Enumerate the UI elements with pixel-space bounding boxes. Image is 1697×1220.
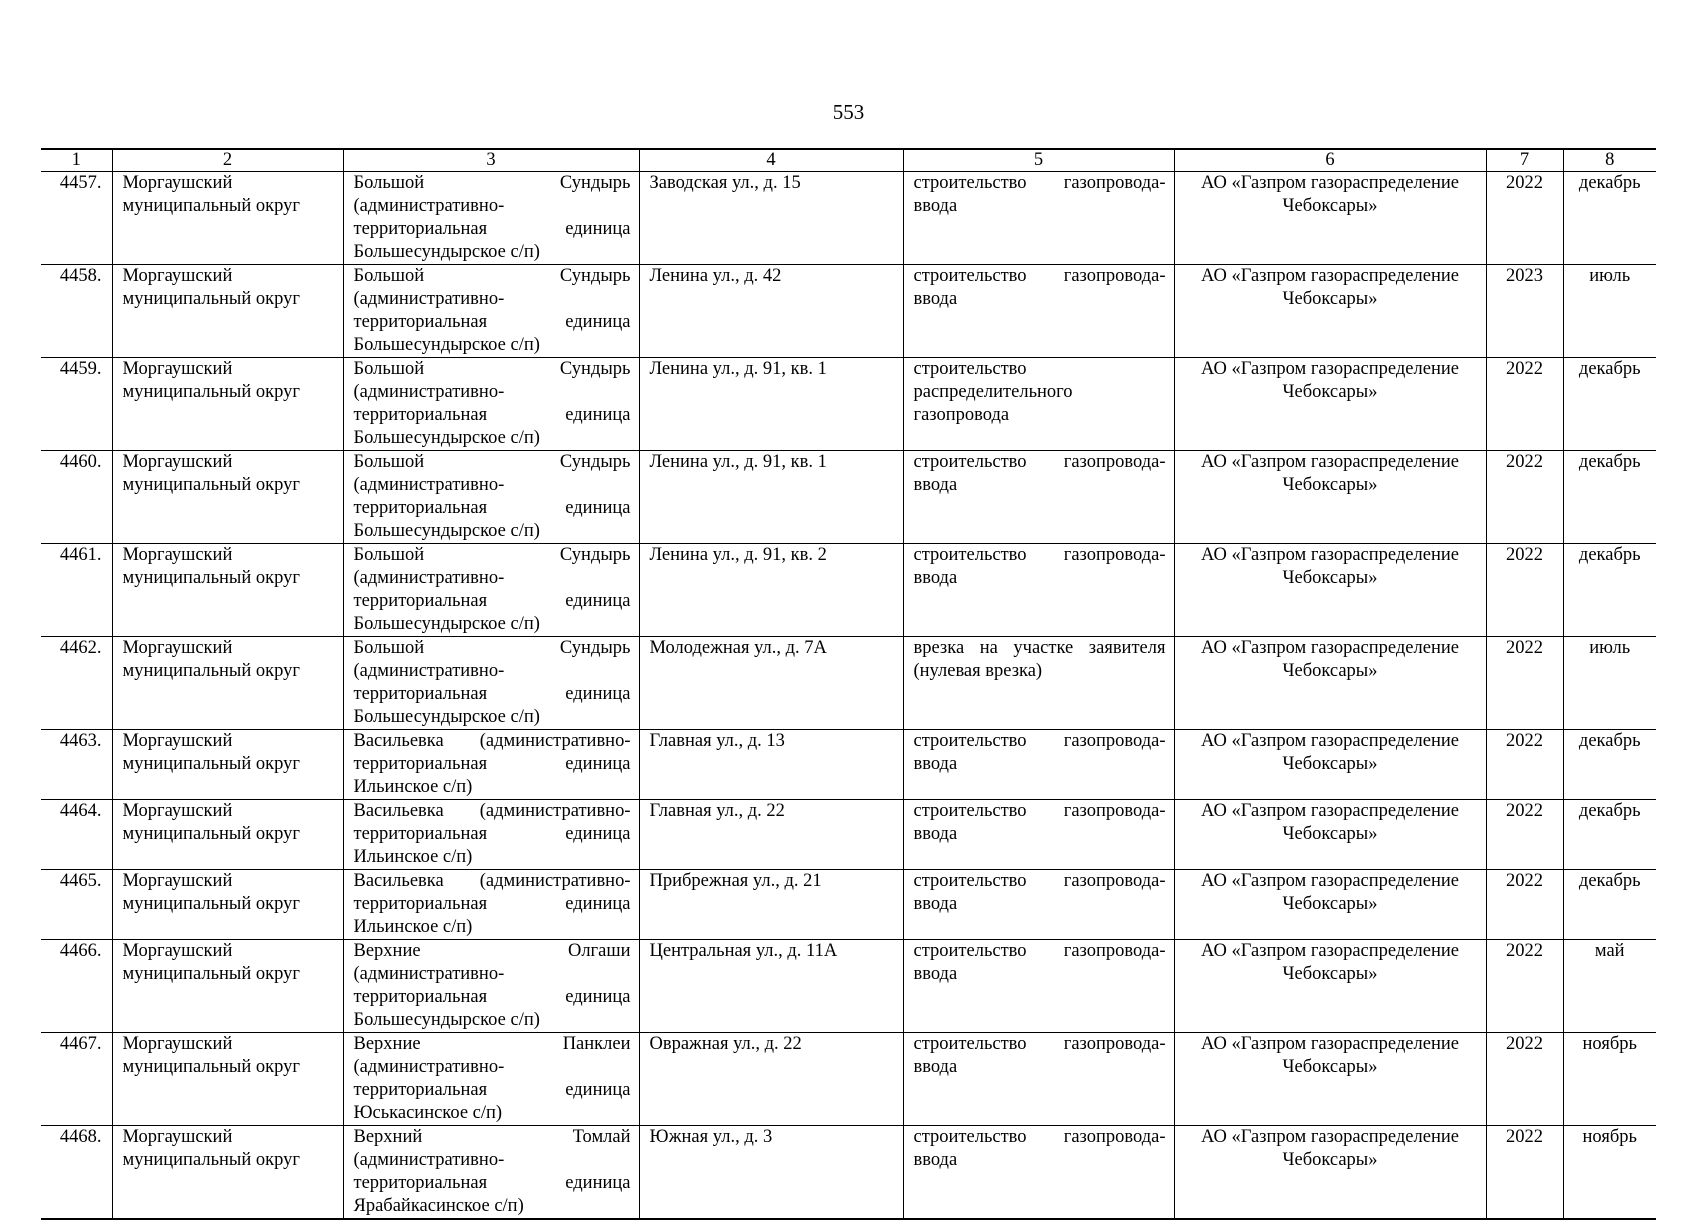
table-row bbox=[41, 637, 1656, 730]
row-number: 4460. bbox=[41, 451, 112, 544]
address-cell: Овражная ул., д. 22 bbox=[639, 1033, 903, 1126]
table-row bbox=[41, 544, 1656, 637]
year-cell: 2022 bbox=[1486, 172, 1563, 265]
month-cell: декабрь bbox=[1563, 870, 1656, 940]
settlement-cell: Большой Сундырь (административно-территориальная единица Большесундырское с/п) bbox=[343, 637, 639, 730]
month-cell: декабрь bbox=[1563, 800, 1656, 870]
month-cell: ноябрь bbox=[1563, 1033, 1656, 1126]
settlement-cell: Большой Сундырь (административно-территориальная единица Большесундырское с/п) bbox=[343, 358, 639, 451]
settlement-cell: Большой Сундырь (административно-территориальная единица Большесундырское с/п) bbox=[343, 265, 639, 358]
organization-cell: АО «Газпром газораспределение Чебоксары» bbox=[1174, 358, 1486, 451]
work-type-cell: строительство газопровода-ввода bbox=[903, 1126, 1174, 1220]
month-cell: декабрь bbox=[1563, 544, 1656, 637]
year-cell: 2022 bbox=[1486, 544, 1563, 637]
organization-cell: АО «Газпром газораспределение Чебоксары» bbox=[1174, 172, 1486, 265]
table-row bbox=[41, 358, 1656, 451]
row-number: 4462. bbox=[41, 637, 112, 730]
address-cell: Южная ул., д. 3 bbox=[639, 1126, 903, 1220]
row-number: 4465. bbox=[41, 870, 112, 940]
settlement-cell: Васильевка (административно-территориальная единица Ильинское с/п) bbox=[343, 730, 639, 800]
address-cell: Центральная ул., д. 11А bbox=[639, 940, 903, 1033]
district-cell: Моргаушский муниципальный округ bbox=[112, 1033, 343, 1126]
work-type-cell: строительство газопровода-ввода bbox=[903, 940, 1174, 1033]
month-cell: май bbox=[1563, 940, 1656, 1033]
work-type-cell: врезка на участке заявителя (нулевая врезка) bbox=[903, 637, 1174, 730]
address-cell: Главная ул., д. 13 bbox=[639, 730, 903, 800]
district-cell: Моргаушский муниципальный округ bbox=[112, 265, 343, 358]
address-cell: Ленина ул., д. 91, кв. 1 bbox=[639, 451, 903, 544]
month-cell: декабрь bbox=[1563, 451, 1656, 544]
table-body bbox=[41, 172, 1656, 1220]
year-cell: 2022 bbox=[1486, 1033, 1563, 1126]
district-cell: Моргаушский муниципальный округ bbox=[112, 451, 343, 544]
row-number: 4459. bbox=[41, 358, 112, 451]
table-row bbox=[41, 172, 1656, 265]
address-cell: Главная ул., д. 22 bbox=[639, 800, 903, 870]
column-header: 6 bbox=[1174, 149, 1486, 172]
district-cell: Моргаушский муниципальный округ bbox=[112, 1126, 343, 1220]
work-type-cell: строительство газопровода-ввода bbox=[903, 544, 1174, 637]
organization-cell: АО «Газпром газораспределение Чебоксары» bbox=[1174, 544, 1486, 637]
organization-cell: АО «Газпром газораспределение Чебоксары» bbox=[1174, 1033, 1486, 1126]
row-number: 4463. bbox=[41, 730, 112, 800]
organization-cell: АО «Газпром газораспределение Чебоксары» bbox=[1174, 730, 1486, 800]
work-type-cell: строительство распределительного газопровода bbox=[903, 358, 1174, 451]
district-cell: Моргаушский муниципальный округ bbox=[112, 544, 343, 637]
row-number: 4467. bbox=[41, 1033, 112, 1126]
year-cell: 2022 bbox=[1486, 637, 1563, 730]
organization-cell: АО «Газпром газораспределение Чебоксары» bbox=[1174, 451, 1486, 544]
table-row bbox=[41, 1033, 1656, 1126]
year-cell: 2022 bbox=[1486, 358, 1563, 451]
organization-cell: АО «Газпром газораспределение Чебоксары» bbox=[1174, 1126, 1486, 1220]
page-number: 553 bbox=[832, 100, 865, 124]
organization-cell: АО «Газпром газораспределение Чебоксары» bbox=[1174, 800, 1486, 870]
month-cell: декабрь bbox=[1563, 730, 1656, 800]
year-cell: 2022 bbox=[1486, 730, 1563, 800]
address-cell: Заводская ул., д. 15 bbox=[639, 172, 903, 265]
column-header: 8 bbox=[1563, 149, 1656, 172]
work-type-cell: строительство газопровода-ввода bbox=[903, 1033, 1174, 1126]
month-cell: июль bbox=[1563, 637, 1656, 730]
table-row bbox=[41, 1126, 1656, 1220]
table-row bbox=[41, 940, 1656, 1033]
column-header: 1 bbox=[41, 149, 112, 172]
table-row bbox=[41, 800, 1656, 870]
work-type-cell: строительство газопровода-ввода bbox=[903, 730, 1174, 800]
month-cell: декабрь bbox=[1563, 358, 1656, 451]
work-type-cell: строительство газопровода-ввода bbox=[903, 451, 1174, 544]
organization-cell: АО «Газпром газораспределение Чебоксары» bbox=[1174, 265, 1486, 358]
month-cell: ноябрь bbox=[1563, 1126, 1656, 1220]
district-cell: Моргаушский муниципальный округ bbox=[112, 637, 343, 730]
address-cell: Ленина ул., д. 91, кв. 1 bbox=[639, 358, 903, 451]
table-row bbox=[41, 451, 1656, 544]
district-cell: Моргаушский муниципальный округ bbox=[112, 870, 343, 940]
year-cell: 2022 bbox=[1486, 1126, 1563, 1220]
organization-cell: АО «Газпром газораспределение Чебоксары» bbox=[1174, 940, 1486, 1033]
district-cell: Моргаушский муниципальный округ bbox=[112, 940, 343, 1033]
district-cell: Моргаушский муниципальный округ bbox=[112, 730, 343, 800]
settlement-cell: Васильевка (административно-территориальная единица Ильинское с/п) bbox=[343, 800, 639, 870]
address-cell: Прибрежная ул., д. 21 bbox=[639, 870, 903, 940]
settlement-cell: Большой Сундырь (административно-территориальная единица Большесундырское с/п) bbox=[343, 172, 639, 265]
row-number: 4461. bbox=[41, 544, 112, 637]
column-header: 4 bbox=[639, 149, 903, 172]
address-cell: Ленина ул., д. 42 bbox=[639, 265, 903, 358]
table-row bbox=[41, 265, 1656, 358]
settlement-cell: Васильевка (административно-территориальная единица Ильинское с/п) bbox=[343, 870, 639, 940]
organization-cell: АО «Газпром газораспределение Чебоксары» bbox=[1174, 870, 1486, 940]
district-cell: Моргаушский муниципальный округ bbox=[112, 358, 343, 451]
settlement-cell: Верхние Олгаши (административно-территориальная единица Большесундырское с/п) bbox=[343, 940, 639, 1033]
settlement-cell: Верхние Панклеи (административно-территориальная единица Юськасинское с/п) bbox=[343, 1033, 639, 1126]
month-cell: декабрь bbox=[1563, 172, 1656, 265]
organization-cell: АО «Газпром газораспределение Чебоксары» bbox=[1174, 637, 1486, 730]
district-cell: Моргаушский муниципальный округ bbox=[112, 800, 343, 870]
year-cell: 2022 bbox=[1486, 800, 1563, 870]
row-number: 4464. bbox=[41, 800, 112, 870]
settlement-cell: Большой Сундырь (административно-территориальная единица Большесундырское с/п) bbox=[343, 544, 639, 637]
column-header: 2 bbox=[112, 149, 343, 172]
work-type-cell: строительство газопровода-ввода bbox=[903, 800, 1174, 870]
table-row bbox=[41, 730, 1656, 800]
settlement-cell: Верхний Томлай (административно-территориальная единица Ярабайкасинское с/п) bbox=[343, 1126, 639, 1220]
year-cell: 2022 bbox=[1486, 940, 1563, 1033]
column-header: 3 bbox=[343, 149, 639, 172]
table-row bbox=[41, 870, 1656, 940]
work-type-cell: строительство газопровода-ввода bbox=[903, 265, 1174, 358]
year-cell: 2022 bbox=[1486, 870, 1563, 940]
gas-connection-register-table bbox=[41, 148, 1656, 1220]
month-cell: июль bbox=[1563, 265, 1656, 358]
row-number: 4458. bbox=[41, 265, 112, 358]
row-number: 4468. bbox=[41, 1126, 112, 1220]
column-header: 7 bbox=[1486, 149, 1563, 172]
column-header: 5 bbox=[903, 149, 1174, 172]
column-number-header-row bbox=[41, 149, 1656, 172]
row-number: 4457. bbox=[41, 172, 112, 265]
work-type-cell: строительство газопровода-ввода bbox=[903, 870, 1174, 940]
district-cell: Моргаушский муниципальный округ bbox=[112, 172, 343, 265]
address-cell: Молодежная ул., д. 7А bbox=[639, 637, 903, 730]
settlement-cell: Большой Сундырь (административно-территориальная единица Большесундырское с/п) bbox=[343, 451, 639, 544]
year-cell: 2023 bbox=[1486, 265, 1563, 358]
address-cell: Ленина ул., д. 91, кв. 2 bbox=[639, 544, 903, 637]
work-type-cell: строительство газопровода-ввода bbox=[903, 172, 1174, 265]
row-number: 4466. bbox=[41, 940, 112, 1033]
year-cell: 2022 bbox=[1486, 451, 1563, 544]
